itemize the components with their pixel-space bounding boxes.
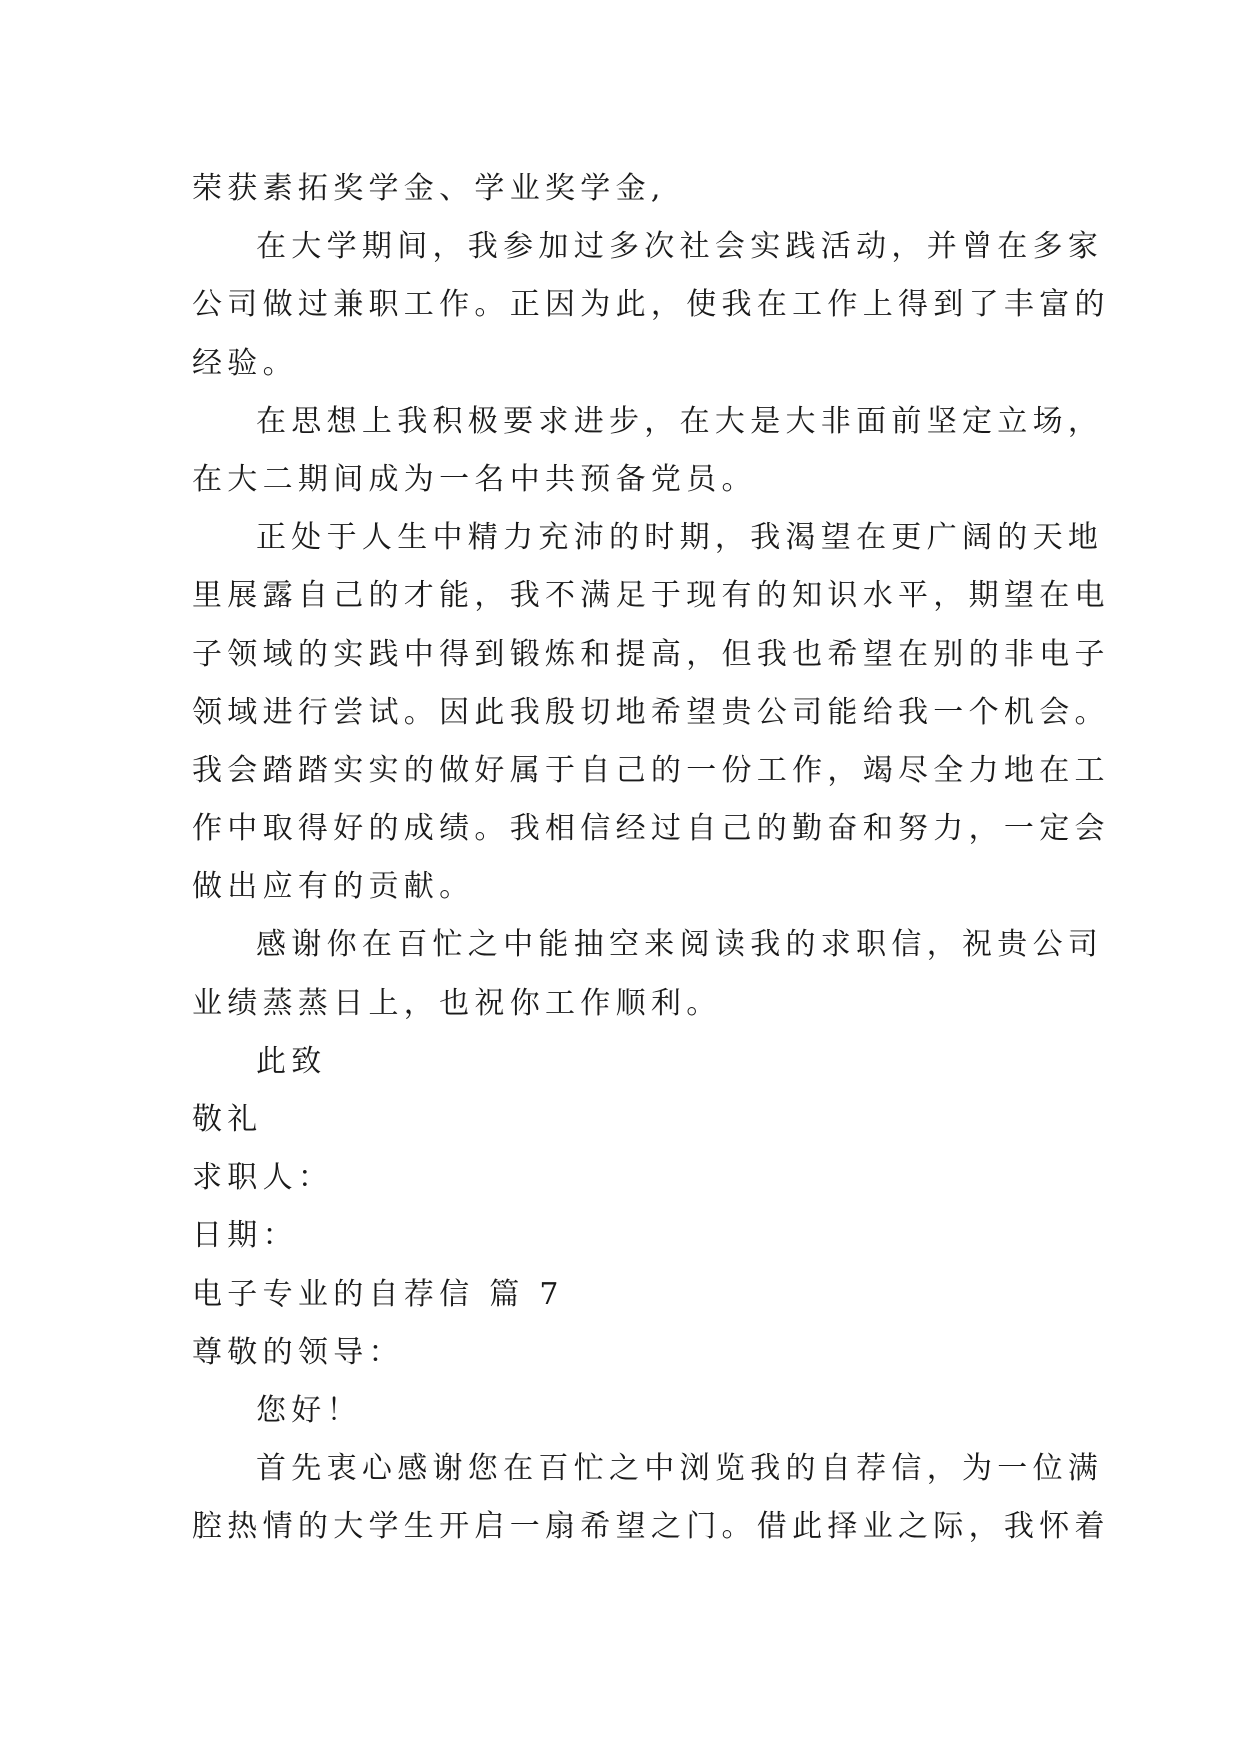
section-heading: 电子专业的自荐信 篇 7 [192, 1276, 564, 1312]
text-line: 公司做过兼职工作。正因为此，使我在工作上得到了丰富的 [192, 287, 1110, 323]
closing-salutation: 此致 [256, 1043, 327, 1079]
text-line: 领域进行尝试。因此我殷切地希望贵公司能给我一个机会。 [192, 694, 1110, 730]
text-line: 作中取得好的成绩。我相信经过自己的勤奋和努力，一定会 [192, 811, 1110, 847]
hello-line: 您好！ [256, 1392, 362, 1428]
text-line: 子领域的实践中得到锻炼和提高，但我也希望在别的非电子 [192, 636, 1110, 672]
paragraph-start-line: 在思想上我积极要求进步，在大是大非面前坚定立场， [256, 403, 1104, 439]
closing-regards: 敬礼 [192, 1102, 263, 1137]
paragraph-start-line: 首先衷心感谢您在百忙之中浏览我的自荐信，为一位满 [256, 1451, 1104, 1487]
text-line: 做出应有的贡献。 [192, 869, 475, 905]
text-line: 里展露自己的才能，我不满足于现有的知识水平，期望在电 [192, 578, 1110, 614]
text-line: 经验。 [192, 345, 298, 381]
paragraph-start-line: 正处于人生中精力充沛的时期，我渴望在更广阔的天地 [256, 520, 1104, 556]
document-page [192, 160, 1110, 1557]
paragraph-start-line: 在大学期间，我参加过多次社会实践活动，并曾在多家 [256, 229, 1104, 265]
applicant-label: 求职人： [192, 1160, 334, 1196]
text-line: 我会踏踏实实的做好属于自己的一份工作，竭尽全力地在工 [192, 752, 1110, 788]
greeting-line: 尊敬的领导： [192, 1334, 404, 1370]
paragraph-start-line: 感谢你在百忙之中能抽空来阅读我的求职信，祝贵公司 [256, 927, 1104, 963]
text-line: 业绩蒸蒸日上，也祝你工作顺利。 [192, 985, 722, 1021]
text-line: 腔热情的大学生开启一扇希望之门。借此择业之际，我怀着 [192, 1509, 1110, 1545]
text-line: 荣获素拓奖学金、学业奖学金, [192, 171, 666, 206]
date-label: 日期： [192, 1218, 298, 1254]
text-line: 在大二期间成为一名中共预备党员。 [192, 461, 757, 497]
